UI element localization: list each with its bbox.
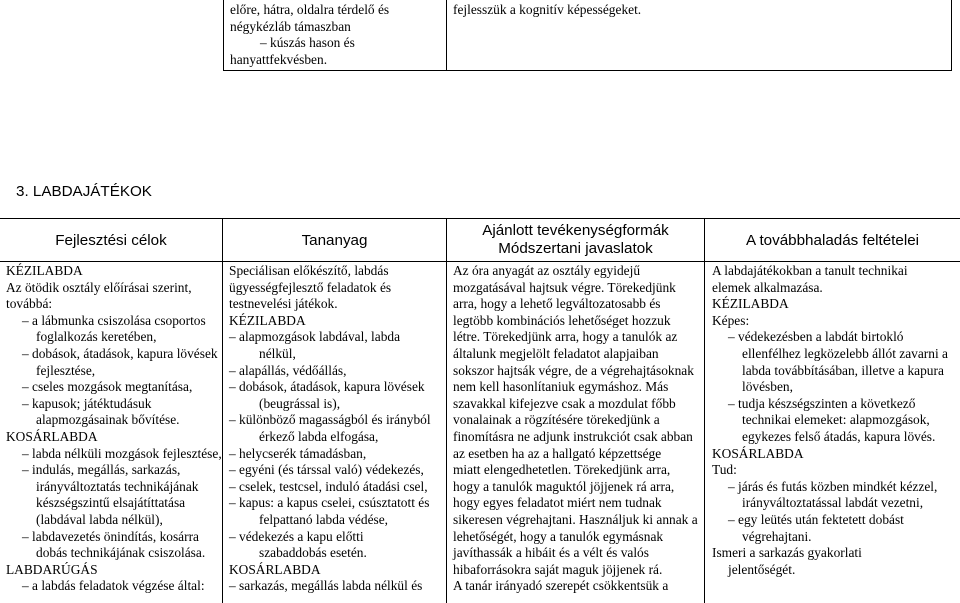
cell-line: jelentőségét. [728,561,796,577]
header-tovabbhaladas: A továbbhaladás feltételei [745,232,920,249]
cell-line: A labdajátékokban a tanult technikai [712,263,908,278]
cell-line: LABDARÚGÁS [6,561,98,577]
cell-line: – kapus: a kapus cselei, csúsztatott és [229,495,430,511]
top-line: fejlesszük a kognitív képességeket. [453,2,642,17]
cell-line: – kapusok; játéktudásuk [22,395,152,411]
cell-line: – labdavezetés önindítás, kosárra [22,528,199,544]
cell-line: általunk megjelölt feladatot alapjaiban [453,345,659,361]
cell-line: – a lábmunka csiszolása csoportos [22,312,206,328]
cell-line: Az óra anyagát az osztály egyidejű [453,263,641,278]
cell-line: fejlesztése, [36,362,96,378]
col-fejlesztesi-celok [6,263,222,595]
cell-line: mozgatásával hajtsuk végre. Törekedjünk [453,279,676,295]
cell-line: hibaforrásokra saját maguk jöjjenek rá. [453,561,663,577]
col-tananyag [229,263,431,595]
cell-line: hogy a tanulók maguktól jöjjenek rá arra, [453,478,675,494]
cell-line: labda továbbításában, illetve a kapura [742,362,944,378]
cell-line: – helycserék támadásban, [229,445,367,461]
cell-line: – védekezés a kapu előtti [229,528,364,544]
header-fejlesztesi-celok: Fejlesztési célok [55,232,167,249]
cell-line: KÉZILABDA [229,312,306,328]
cell-line: KOSÁRLABDA [6,428,98,444]
header-modszertani: Ajánlott tevékenységformák Módszertani javaslatok [482,222,669,257]
cell-line: KOSÁRLABDA [712,445,804,461]
cell-line: szabaddobás esetén. [259,545,367,561]
cell-line: ügyességfejlesztő feladatok és [229,279,392,295]
cell-line: – dobások, átadások, kapura lövések [229,379,425,395]
cell-line: érkező labda elfogása, [259,428,379,444]
table-border-top [0,218,960,219]
cell-line: Az ötödik osztály előírásai szerint, [6,279,192,295]
cell-line: A tanár irányadó szerepét csökkentsük a [453,578,669,594]
cell-line: – tudja készségszinten a következő [728,395,916,411]
cell-line: – egyéni (és társsal való) védekezés, [229,462,424,478]
cell-line: irányváltoztatás technikájának [36,478,199,494]
table-border-divider [446,0,447,70]
cell-line: – a labdás feladatok végzése által: [22,578,205,594]
cell-line: szavakkal kifejezve csak a mozdulat főbb [453,395,676,411]
cell-line: Tud: [712,462,737,478]
top-line: előre, hátra, oldalra térdelő és [230,2,390,17]
cell-line: – sarkazás, megállás labda nélkül és [229,578,423,594]
cell-line: legtöbb kombinációs lehetőséget hozzuk [453,312,671,328]
cell-line: irányváltoztatással labdát vezetni, [742,495,924,511]
cell-line: – dobások, átadások, kapura lövések [22,345,218,361]
cell-line: – járás és futás közben mindkét kézzel, [728,478,938,494]
cell-line: KÉZILABDA [712,296,789,312]
cell-line: egykezes felső átadás, kapura lövés. [742,428,936,444]
cell-line: – indulás, megállás, sarkazás, [22,462,181,478]
table-border-right-top [951,0,952,70]
cell-line: foglalkozás keretében, [36,329,157,345]
cell-line: hogy egyes feladatot miért nem tudnak [453,495,662,511]
cell-line: nem kell hasonlítaniuk egymáshoz. Más [453,379,669,395]
cell-line: technikai elemeket: alapmozgások, [742,412,930,428]
cell-line: – alapmozgások labdával, labda [229,329,401,345]
header-border-bottom [0,261,960,262]
cell-line: KÉZILABDA [6,263,83,278]
cell-line: – labda nélküli mozgások fejlesztése, [22,445,222,461]
col-divider-3 [704,218,705,603]
top-block-col1 [230,2,389,68]
section-title: 3. LABDAJÁTÉKOK [16,183,152,200]
cell-line: dobás technikájának csiszolása. [36,545,206,561]
cell-line: sikeresen végrehajtani. Használjuk ki annak a [453,511,698,527]
col-tovabbhaladas-feltetelei [712,263,948,578]
cell-line: – egy leütés után fektetett dobást [728,511,904,527]
cell-line: – különböző magasságból és irányból [229,412,431,428]
cell-line: készségszintű elsajátíttatása [36,495,186,511]
cell-line: finomításra ne adjunk instrukciót csak abban [453,428,693,444]
cell-line: (labdával labda nélkül), [36,511,163,527]
table-border-left [223,0,224,70]
cell-line: lehetőségét, hogy a tanulók egymásnak [453,528,664,544]
cell-line: – alapállás, védőállás, [229,362,347,378]
cell-line: létre. Törekedjünk arra, hogy a tanulók az [453,329,678,345]
top-line: hanyattfekvésben. [230,51,328,67]
header-tananyag: Tananyag [301,232,368,249]
top-line: – kúszás hason és [260,35,355,51]
top-line: négykézláb támaszban [230,18,351,34]
cell-line: ellenfélhez legközelebb állót zavarni a [742,345,948,361]
cell-line: felpattanó labda védése, [259,511,389,527]
cell-line: sokszor hajtsák végre, de a végrehajtásoknak [453,362,694,378]
table-border-bottom-top [223,70,952,71]
cell-line: végrehajtani. [742,528,812,544]
cell-line: javíthassák a hibáit és a vélt és valós [453,545,649,561]
cell-line: alapmozgásainak bővítése. [36,412,180,428]
cell-line: – cselek, testcsel, induló átadási csel, [229,478,428,494]
cell-line: Képes: [712,312,750,328]
cell-line: (beugrással is), [259,395,341,411]
col-modszertani-javaslatok [453,263,698,595]
cell-line: KOSÁRLABDA [229,561,321,577]
cell-line: Ismeri a sarkazás gyakorlati [712,545,862,561]
cell-line: vonalainak a rögzítésére törekedjünk a [453,412,660,428]
cell-line: arra, hogy a lehető legváltozatosabb és [453,296,661,312]
top-block-col2 [453,2,641,19]
cell-line: miatt elengedhetetlen. Törekedjünk arra, [453,462,671,478]
cell-line: testnevelési játékok. [229,296,338,312]
col-divider-2 [446,218,447,603]
cell-line: – védekezésben a labdát birtokló [728,329,904,345]
cell-line: – cseles mozgások megtanítása, [22,379,193,395]
col-divider-1 [222,218,223,603]
cell-line: Speciálisan előkészítő, labdás [229,263,389,278]
cell-line: nélkül, [259,345,296,361]
cell-line: továbbá: [6,296,53,312]
cell-line: lövésben, [742,379,793,395]
cell-line: elemek alkalmazása. [712,279,823,295]
cell-line: az esetben ha az a hallgató képzettsége [453,445,662,461]
